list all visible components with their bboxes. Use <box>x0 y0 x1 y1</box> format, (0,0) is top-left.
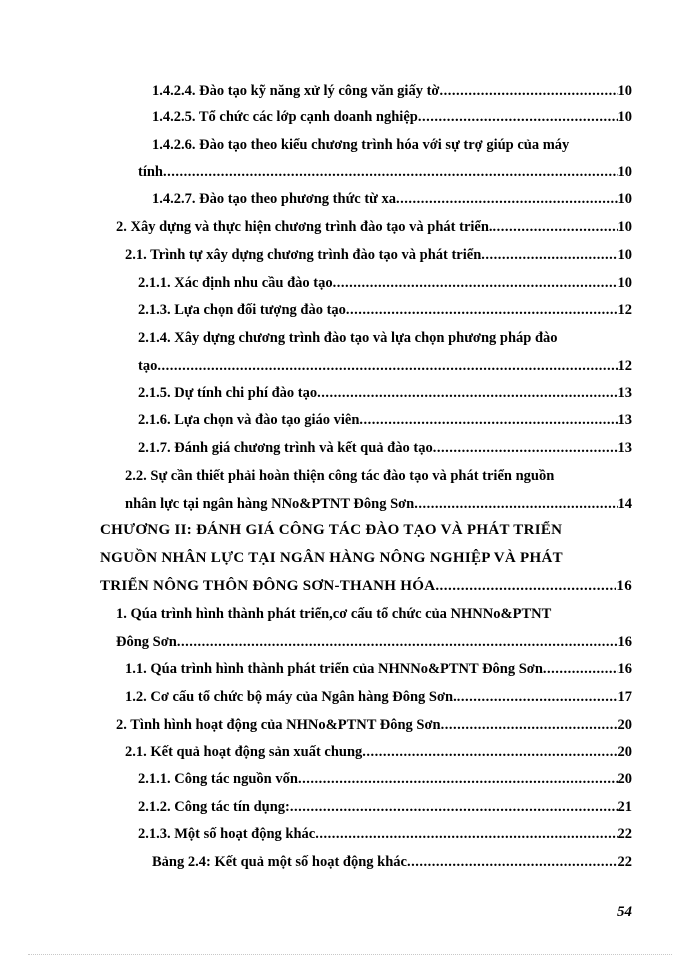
toc-entry-title-line[interactable]: 2.2. Sự cần thiết phải hoàn thiện công tác đào tạo và phát triển nguồn <box>125 468 555 484</box>
toc-entry-title-line[interactable]: 2.1.4. Xây dựng chương trình đào tạo và lựa chọn phương pháp đào <box>138 330 558 346</box>
toc-entry-page: 16 <box>616 578 632 594</box>
toc-entry-page: 16 <box>617 661 632 677</box>
toc-entry-title: 1.4.2.5. Tổ chức các lớp cạnh doanh nghiệp <box>152 109 418 125</box>
toc-entry-title: 1.4.2.4. Đào tạo kỹ năng xử lý công văn giấy tờ <box>152 83 440 99</box>
toc-entry-title: 2.1.2. Công tác tín dụng: <box>138 799 290 815</box>
toc-entry-page: 22 <box>617 854 632 870</box>
toc-entry-page: 20 <box>617 771 632 787</box>
toc-entry-title-line[interactable]: 1.4.2.6. Đào tạo theo kiểu chương trình hóa với sự trợ giúp của máy <box>152 137 570 153</box>
toc-entry-page: 12 <box>617 302 632 318</box>
toc-entry-title: Đông Sơn <box>116 634 177 650</box>
toc-entry-title: 2.1.1. Xác định nhu cầu đào tạo <box>138 275 333 291</box>
toc-entry-title: 2. Tình hình hoạt động của NHNo&PTNT Đông Sơn <box>116 717 441 733</box>
toc-entry-page: 10 <box>617 219 632 235</box>
toc-entry-title-line[interactable]: 1. Qúa trình hình thành phát triển,cơ cấu tổ chức của NHNNo&PTNT <box>116 606 552 622</box>
page-number: 54 <box>617 904 632 920</box>
toc-entry-page: 20 <box>617 717 632 733</box>
toc-entry[interactable] <box>138 435 632 461</box>
toc-entry[interactable] <box>138 821 632 847</box>
toc-entry-page: 10 <box>617 83 632 99</box>
toc-entry-page: 16 <box>617 634 632 650</box>
toc-entry-page: 10 <box>617 275 632 291</box>
toc-entry[interactable] <box>125 684 632 710</box>
toc-entry-title: 2.1.6. Lựa chọn và đào tạo giáo viên <box>138 412 360 428</box>
toc-entry-title: 1.1. Qúa trình hình thành phát triển của NHNNo&PTNT Đông Sơn <box>125 661 543 677</box>
chapter-heading-line[interactable]: NGUỒN NHÂN LỰC TẠI NGÂN HÀNG NÔNG NGHIỆP VÀ PHÁT <box>100 550 563 566</box>
toc-entry-page: 13 <box>617 385 632 401</box>
toc-entry[interactable] <box>125 242 632 268</box>
toc-entry-title: 1.2. Cơ cấu tổ chức bộ máy của Ngân hàng Đông Sơn. <box>125 689 457 705</box>
toc-entry-page: 12 <box>617 358 632 374</box>
toc-entry-page: 10 <box>617 109 632 125</box>
toc-entry-title: 2.1.5. Dự tính chi phí đào tạo <box>138 385 318 401</box>
toc-entry-title: 2.1. Kết quả hoạt động sản xuất chung <box>125 744 363 760</box>
toc-entry[interactable] <box>152 104 632 130</box>
toc-entry[interactable] <box>152 186 632 212</box>
toc-entry-title: nhân lực tại ngân hàng NNo&PTNT Đông Sơn <box>125 496 415 512</box>
toc-entry[interactable] <box>116 629 632 655</box>
toc-entry[interactable] <box>100 573 632 599</box>
toc-entry-page: 13 <box>617 440 632 456</box>
toc-entry-page: 10 <box>617 247 632 263</box>
toc-entry-page: 10 <box>617 164 632 180</box>
toc-entry-page: 14 <box>617 496 632 512</box>
footer-divider <box>28 954 672 955</box>
toc-entry[interactable] <box>138 297 632 323</box>
toc-entry-title: 2. Xây dựng và thực hiện chương trình đào tạo và phát triển. <box>116 219 493 235</box>
toc-entry-page: 10 <box>617 191 632 207</box>
toc-entry-title: tính <box>138 164 163 180</box>
toc-entry-title: 2.1. Trình tự xây dựng chương trình đào tạo và phát triển <box>125 247 482 263</box>
toc-entry[interactable] <box>138 380 632 406</box>
toc-entry-title: 2.1.3. Một số hoạt động khác <box>138 826 316 842</box>
toc-entry[interactable] <box>138 794 632 820</box>
toc-entry[interactable] <box>138 407 632 433</box>
toc-entry[interactable] <box>138 159 632 185</box>
toc-entry-page: 20 <box>617 744 632 760</box>
toc-entry[interactable] <box>138 353 632 379</box>
toc-entry[interactable] <box>116 712 632 738</box>
toc-entry-page: 21 <box>617 799 632 815</box>
toc-entry-page: 17 <box>617 689 632 705</box>
toc-entry[interactable] <box>138 270 632 296</box>
toc-entry[interactable] <box>152 849 632 875</box>
toc-entry-page: 22 <box>617 826 632 842</box>
toc-entry[interactable] <box>116 214 632 240</box>
toc-entry[interactable] <box>125 739 632 765</box>
toc-entry-title: 2.1.7. Đánh giá chương trình và kết quả đào tạo <box>138 440 433 456</box>
toc-entry[interactable] <box>138 766 632 792</box>
toc-entry-title: 1.4.2.7. Đào tạo theo phương thức từ xa <box>152 191 396 207</box>
toc-entry[interactable] <box>125 656 632 682</box>
toc-entry-title: tạo <box>138 358 158 374</box>
toc-entry[interactable] <box>152 78 632 104</box>
chapter-heading-line[interactable]: CHƯƠNG II: ĐÁNH GIÁ CÔNG TÁC ĐÀO TẠO VÀ PHÁT TRIỂN <box>100 522 563 538</box>
toc-entry-title: TRIỂN NÔNG THÔN ĐÔNG SƠN-THANH HÓA. <box>100 578 440 594</box>
toc-entry-page: 13 <box>617 412 632 428</box>
toc-entry-title: 2.1.1. Công tác nguồn vốn <box>138 771 298 787</box>
toc-entry-title: Bảng 2.4: Kết quả một số hoạt động khác <box>152 854 407 870</box>
toc-entry[interactable] <box>125 491 632 517</box>
toc-entry-title: 2.1.3. Lựa chọn đối tượng đào tạo <box>138 302 346 318</box>
